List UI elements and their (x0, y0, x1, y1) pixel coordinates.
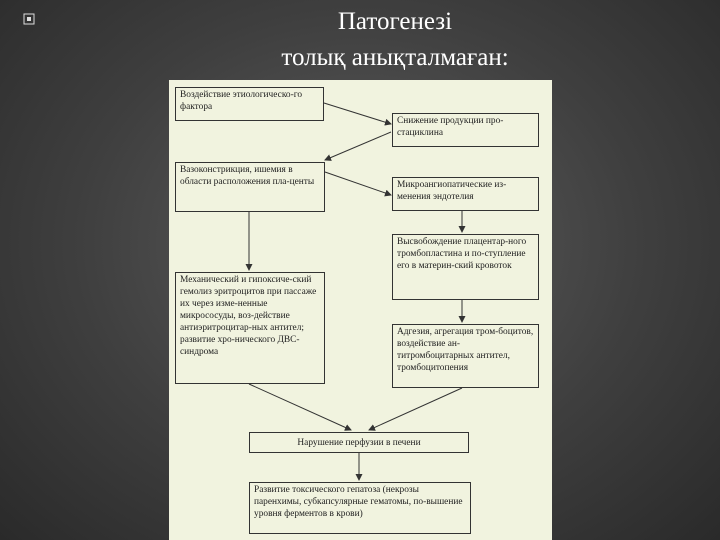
box-vasoconstriction: Вазоконстрикция, ишемия в области расположения пла-центы (175, 162, 325, 212)
box-hepatosis: Развитие токсического гепатоза (некрозы паренхимы, субкапсулярные гематомы, по-вышение уровня ферментов в крови) (249, 482, 471, 534)
title-line-1: Патогенезі (337, 8, 453, 35)
box-hemolysis: Механический и гипоксиче-ский гемолиз эритроцитов при пассаже их через изме-ненные микрососуды, воз-действие антиэритроцитар-ных антител; развитие хро-нического ДВС-синдрома (175, 272, 325, 384)
box-perfusion: Нарушение перфузии в печени (249, 432, 469, 453)
flowchart-panel (169, 80, 552, 540)
box-microangiopathic: Микроангиопатические из-менения эндотелия (392, 177, 539, 211)
box-thromboplastin: Высвобождение плацентар-ного тромбопластина и по-ступление его в материн-ский кровоток (392, 234, 539, 300)
box-prostacyclin: Снижение продукции про-стациклина (392, 113, 539, 147)
box-etiologic-factor: Воздействие этиологическо-го фактора (175, 87, 324, 121)
box-platelets: Адгезия, агрегация тром-боцитов, воздействие ан-титромбоцитарных антител, тромбоцитопения (392, 324, 539, 388)
arrow-vasoconstriction-to-microangiopathic (325, 172, 391, 195)
slide-title (170, 4, 620, 76)
arrow-platelets-to-perfusion (369, 388, 462, 430)
arrow-etiologic-to-prostacyclin (324, 103, 391, 124)
arrow-prostacyclin-to-vasoconstriction (325, 132, 391, 160)
arrow-hemolysis-to-perfusion (249, 384, 351, 430)
square-bullet-icon (22, 12, 36, 26)
title-line-2: толық анықталмаған: (281, 44, 509, 71)
